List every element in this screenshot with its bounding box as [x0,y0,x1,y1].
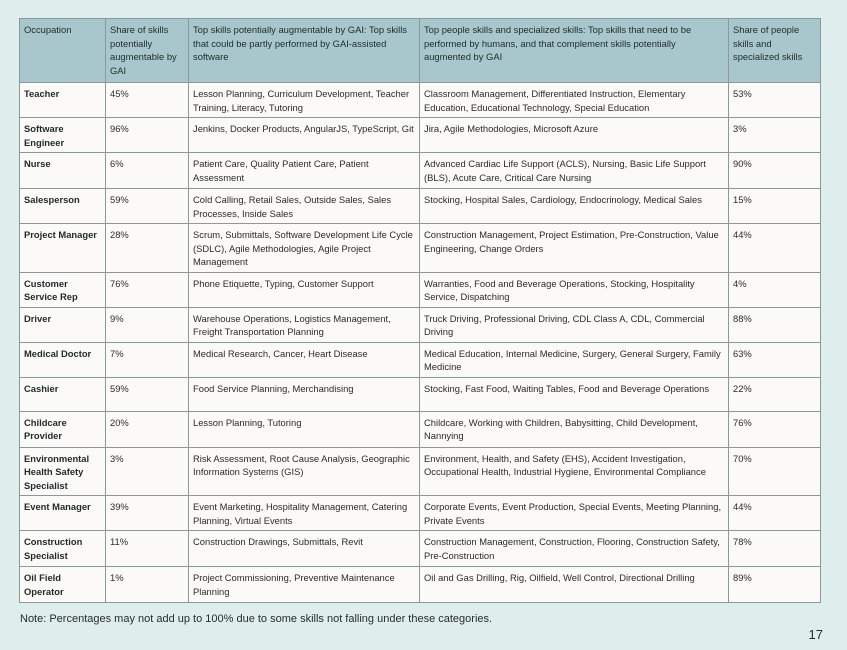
row-people-skills: Oil and Gas Drilling, Rig, Oilfield, Well Control, Directional Drilling [420,567,729,603]
row-share-augmentable: 45% [106,83,189,118]
row-augmentable-skills: Food Service Planning, Merchandising [189,377,420,411]
row-occupation: Childcare Provider [20,411,106,447]
row-share-people: 78% [729,531,821,567]
footnote: Note: Percentages may not add up to 100% due to some skills not falling under these categories. [20,613,493,625]
row-occupation: Construction Specialist [20,531,106,567]
header-share-augmentable: Share of skills potentially augmentable by GAI [106,19,189,83]
row-share-people: 88% [729,307,821,342]
row-share-people: 44% [729,496,821,531]
row-share-augmentable: 9% [106,307,189,342]
header-row [20,19,821,83]
row-people-skills: Construction Management, Construction, Flooring, Construction Safety, Pre-Construction [420,531,729,567]
row-occupation: Medical Doctor [20,342,106,377]
row-occupation: Driver [20,307,106,342]
row-share-augmentable: 11% [106,531,189,567]
table-row [20,189,821,224]
row-occupation: Teacher [20,83,106,118]
row-people-skills: Jira, Agile Methodologies, Microsoft Azure [420,118,729,153]
row-occupation: Salesperson [20,189,106,224]
header-top-augmentable-skills: Top skills potentially augmentable by GAI: Top skills that could be partly performed by GAI-assisted software [189,19,420,83]
row-people-skills: Corporate Events, Event Production, Special Events, Meeting Planning, Private Events [420,496,729,531]
row-people-skills: Stocking, Fast Food, Waiting Tables, Food and Beverage Operations [420,377,729,411]
row-people-skills: Stocking, Hospital Sales, Cardiology, Endocrinology, Medical Sales [420,189,729,224]
row-people-skills: Warranties, Food and Beverage Operations, Stocking, Hospitality Service, Dispatching [420,272,729,307]
row-occupation: Cashier [20,377,106,411]
row-share-people: 22% [729,377,821,411]
table-row [20,496,821,531]
row-augmentable-skills: Construction Drawings, Submittals, Revit [189,531,420,567]
row-augmentable-skills: Patient Care, Quality Patient Care, Patient Assessment [189,153,420,189]
row-occupation: Nurse [20,153,106,189]
row-share-people: 63% [729,342,821,377]
row-augmentable-skills: Jenkins, Docker Products, AngularJS, TypeScript, Git [189,118,420,153]
row-share-augmentable: 20% [106,411,189,447]
row-share-augmentable: 1% [106,567,189,603]
row-share-people: 89% [729,567,821,603]
row-augmentable-skills: Medical Research, Cancer, Heart Disease [189,342,420,377]
table-row [20,307,821,342]
row-augmentable-skills: Risk Assessment, Root Cause Analysis, Geographic Information Systems (GIS) [189,447,420,496]
row-people-skills: Classroom Management, Differentiated Instruction, Elementary Education, Educational Technology, Special Education [420,83,729,118]
row-occupation: Oil Field Operator [20,567,106,603]
row-share-people: 53% [729,83,821,118]
row-augmentable-skills: Cold Calling, Retail Sales, Outside Sales, Sales Processes, Inside Sales [189,189,420,224]
row-augmentable-skills: Event Marketing, Hospitality Management, Catering Planning, Virtual Events [189,496,420,531]
row-augmentable-skills: Project Commissioning, Preventive Maintenance Planning [189,567,420,603]
row-people-skills: Childcare, Working with Children, Babysitting, Child Development, Nannying [420,411,729,447]
row-share-augmentable: 7% [106,342,189,377]
row-share-augmentable: 59% [106,377,189,411]
table-row [20,272,821,307]
row-people-skills: Environment, Health, and Safety (EHS), Accident Investigation, Occupational Health, Industrial Hygiene, Environmental Compliance [420,447,729,496]
row-share-people: 44% [729,224,821,273]
row-people-skills: Truck Driving, Professional Driving, CDL Class A, CDL, Commercial Driving [420,307,729,342]
header-top-people-skills: Top people skills and specialized skills: Top skills that need to be performed by humans, and that complement skills potentially augmented by GAI [420,19,729,83]
row-share-augmentable: 6% [106,153,189,189]
page-number: 17 [808,627,823,642]
table-row [20,531,821,567]
table-header [20,19,821,83]
table-row [20,342,821,377]
row-occupation: Event Manager [20,496,106,531]
row-share-people: 90% [729,153,821,189]
table-row [20,224,821,273]
skills-table-container [19,18,820,603]
header-occupation: Occupation [20,19,106,83]
row-share-augmentable: 76% [106,272,189,307]
table-row [20,447,821,496]
row-augmentable-skills: Warehouse Operations, Logistics Management, Freight Transportation Planning [189,307,420,342]
row-share-augmentable: 28% [106,224,189,273]
row-share-augmentable: 96% [106,118,189,153]
row-augmentable-skills: Scrum, Submittals, Software Development Life Cycle (SDLC), Agile Methodologies, Agile Project Management [189,224,420,273]
row-share-people: 3% [729,118,821,153]
table-row [20,567,821,603]
row-share-augmentable: 59% [106,189,189,224]
row-share-people: 76% [729,411,821,447]
table-row [20,411,821,447]
table-body [20,83,821,603]
table-row [20,377,821,411]
row-augmentable-skills: Lesson Planning, Tutoring [189,411,420,447]
row-share-people: 4% [729,272,821,307]
row-augmentable-skills: Phone Etiquette, Typing, Customer Support [189,272,420,307]
row-share-people: 70% [729,447,821,496]
row-occupation: Environmental Health Safety Specialist [20,447,106,496]
row-people-skills: Construction Management, Project Estimation, Pre-Construction, Value Engineering, Change Orders [420,224,729,273]
row-share-people: 15% [729,189,821,224]
row-share-augmentable: 39% [106,496,189,531]
table-row [20,83,821,118]
table-row [20,118,821,153]
row-people-skills: Medical Education, Internal Medicine, Surgery, General Surgery, Family Medicine [420,342,729,377]
row-people-skills: Advanced Cardiac Life Support (ACLS), Nursing, Basic Life Support (BLS), Acute Care, Critical Care Nursing [420,153,729,189]
row-occupation: Software Engineer [20,118,106,153]
header-share-people-skills: Share of people skills and specialized skills [729,19,821,83]
row-augmentable-skills: Lesson Planning, Curriculum Development, Teacher Training, Literacy, Tutoring [189,83,420,118]
row-occupation: Customer Service Rep [20,272,106,307]
row-share-augmentable: 3% [106,447,189,496]
table-row [20,153,821,189]
skills-table [19,18,821,603]
row-occupation: Project Manager [20,224,106,273]
